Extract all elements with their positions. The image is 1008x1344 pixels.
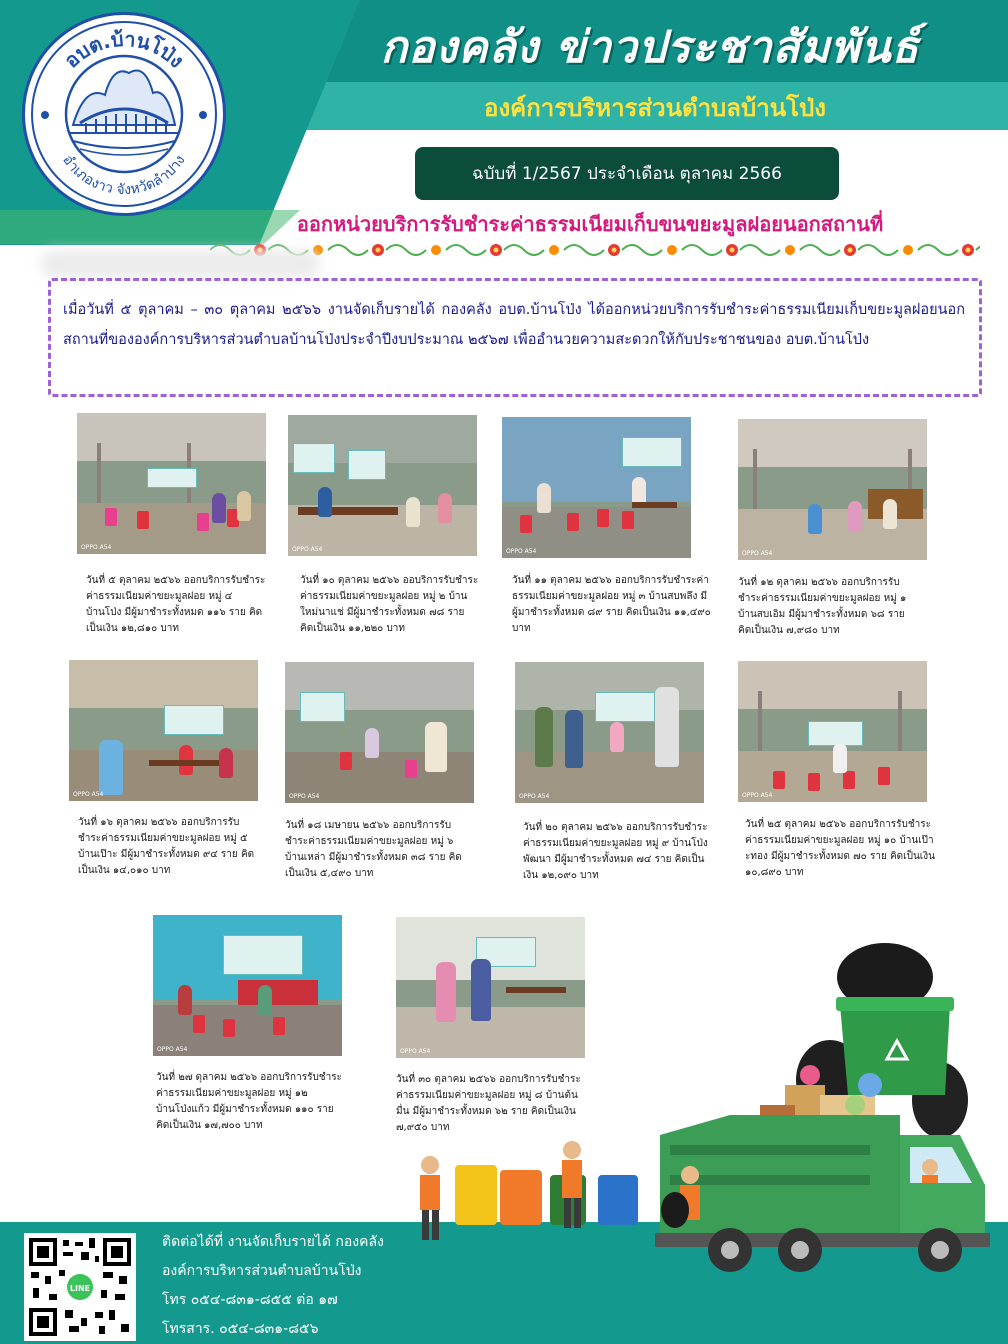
photo-stamp: OPPO A54 [742, 792, 773, 799]
section-heading: ออกหน่วยบริการรับชำระค่าธรรมเนียมเก็บขนขยะมูลฝอยนอกสถานที่ [296, 212, 884, 236]
event-photo [285, 662, 474, 803]
qr-code[interactable] [24, 1233, 136, 1341]
decorative-shadow [40, 250, 320, 278]
photo-stamp: OPPO A54 [73, 791, 104, 798]
photo-caption: วันที่ ๑๒ ตุลาคม ๒๕๖๖ ออกบริการรับชำระค่าธรรมเนียมค่าขยะมูลฝอย หมู่ ๑ บ้านสบเอิม มีผู้มาชำระทั้งหมด ๖๘ ราย คิดเป็นเงิน ๗,๙๘๐ บาท [738, 577, 907, 636]
photo-caption: วันที่ ๒๐ ตุลาคม ๒๕๖๖ ออกบริการรับชำระค่าธรรมเนียมค่าขยะมูลฝอย หมู่ ๙ บ้านโป่งพัฒนา มีผู้มาชำระทั้งหมด ๗๔ ราย คิดเป็นเงิน ๑๒,๐๙๐ บาท [523, 822, 708, 881]
garbage-truck-illustration [400, 935, 1000, 1285]
event-photo [502, 417, 691, 558]
event-photo [153, 915, 342, 1056]
contact-line-fax: โทรสาร. ๐๕๔-๘๓๑-๘๕๖ [162, 1321, 319, 1337]
event-photo [77, 413, 266, 554]
event-photo [288, 415, 477, 556]
event-photo [69, 660, 258, 801]
organization-name: องค์การบริหารส่วนตำบลบ้านโป่ง [484, 94, 826, 122]
photo-caption: วันที่ ๒๗ ตุลาคม ๒๕๖๖ ออกบริการรับชำระค่าธรรมเนียมค่าขยะมูลฝอย หมู่ ๑๒ บ้านโป่งแก้ว มีผู้มาชำระทั้งหมด ๑๑๐ ราย คิดเป็นเงิน ๑๗,๗๐๐ บาท [156, 1072, 342, 1131]
seal-bottom-text: อำเภองาว จังหวัดลำปาง [59, 152, 189, 199]
contact-info [162, 1228, 384, 1344]
photo-caption: วันที่ ๑๖ ตุลาคม ๒๕๖๖ ออกบริการรับชำระค่าธรรมเนียมค่าขยะมูลฝอย หมู่ ๕ บ้านเป๊าะ มีผู้มาชำระทั้งหมด ๙๔ ราย คิดเป็นเงิน ๑๔,๐๑๐ บาท [78, 817, 255, 876]
photo-stamp: OPPO A54 [289, 793, 320, 800]
photo-caption: วันที่ ๓๐ ตุลาคม ๒๕๖๖ ออกบริการรับชำระค่าธรรมเนียมค่าขยะมูลฝอย หมู่ ๘ บ้านต้นมื่น มีผู้มาชำระทั้งหมด ๖๒ ราย คิดเป็นเงิน ๗,๙๕๐ บาท [396, 1074, 581, 1133]
contact-line-phone[interactable]: โทร ๐๕๔-๘๓๑-๘๕๕ ต่อ ๑๗ [162, 1292, 338, 1308]
photo-caption: วันที่ ๑๘ เมษายน ๒๕๖๖ ออกบริการรับชำระค่าธรรมเนียมค่าขยะมูลฝอย หมู่ ๖ บ้านเหล่า มีผู้มาชำระทั้งหมด ๓๘ ราย คิดเป็นเงิน ๕,๔๙๐ บาท [285, 820, 462, 879]
photo-caption: วันที่ ๕ ตุลาคม ๒๕๖๖ ออกบริการรับชำระค่าธรรมเนียมค่าขยะมูลฝอย หมู่ ๔ บ้านโป่ง มีผู้มาชำระทั้งหมด ๑๑๖ ราย คิดเป็นเงิน ๑๒,๘๑๐ บาท [86, 575, 266, 634]
photo-caption: วันที่ ๑๐ ตุลาคม ๒๕๖๖ ออบริการรับชำระค่าธรรมเนียมค่าขยะมูลฝอย หมู่ ๒ บ้านใหม่นาแช่ มีผู้มาชำระทั้งหมด ๗๘ ราย คิดเป็นเงิน ๑๑,๒๒๐ บาท [300, 575, 479, 634]
intro-paragraph: เมื่อวันที่ ๕ ตุลาคม – ๓๐ ตุลาคม ๒๕๖๖ งานจัดเก็บรายได้ กองคลัง อบต.บ้านโป่ง ได้ออกหน่วยบริการรับชำระค่าธรรมเนียมเก็บขยะมูลฝอยนอกสถานที่ขององค์การบริหารส่วนตำบลบ้านโป่งประจำปีงบประมาณ ๒๕๖๗ เพื่ออำนวยความสะดวกให้กับประชาชนของ อบต.บ้านโป่ง [48, 278, 982, 397]
seal-top-text: อบต.บ้านโป่ง [59, 26, 189, 73]
photo-stamp: OPPO A54 [157, 1046, 188, 1053]
photo-stamp: OPPO A54 [742, 550, 773, 557]
event-photo [738, 419, 927, 560]
organization-seal-logo [22, 12, 226, 216]
qr-badge-label: LINE [69, 1284, 91, 1293]
issue-badge: ฉบับที่ 1/2567 ประจำเดือน ตุลาคม 2566 [415, 147, 839, 200]
event-photo [738, 661, 927, 802]
flower-ornament-icon [210, 240, 980, 260]
photo-stamp: OPPO A54 [519, 793, 550, 800]
photo-stamp: OPPO A54 [81, 544, 112, 551]
photo-caption: วันที่ ๑๑ ตุลาคม ๒๕๖๖ ออกบริการรับชำระค่าธรรมเนียมค่าขยะมูลฝอย หมู่ ๓ บ้านสบพลึง มีผู้มาชำระทั้งหมด ๘๙ ราย คิดเป็นเงิน ๑๑,๔๙๐ บาท [512, 575, 711, 634]
photo-stamp: OPPO A54 [400, 1048, 431, 1055]
page-title: กองคลัง ข่าวประชาสัมพันธ์ [380, 22, 920, 73]
event-photo [515, 662, 704, 803]
seal-icon [25, 15, 223, 213]
photo-stamp: OPPO A54 [506, 548, 537, 555]
photo-caption: วันที่ ๒๕ ตุลาคม ๒๕๖๖ ออกบริการรับชำระค่าธรรมเนียมค่าขยะมูลฝอย หมู่ ๑๐ บ้านเป๊าะทอง มีผู้มาชำระทั้งหมด ๗๐ ราย คิดเป็นเงิน ๑๐,๘๙๐ บาท [745, 819, 935, 878]
contact-line-office: ติดต่อได้ที่ งานจัดเก็บรายได้ กองคลัง [162, 1234, 384, 1250]
photo-stamp: OPPO A54 [292, 546, 323, 553]
contact-line-organization: องค์การบริหารส่วนตำบลบ้านโป่ง [162, 1263, 362, 1279]
svg-text:อำเภองาว จังหวัดลำปาง [59, 152, 188, 198]
